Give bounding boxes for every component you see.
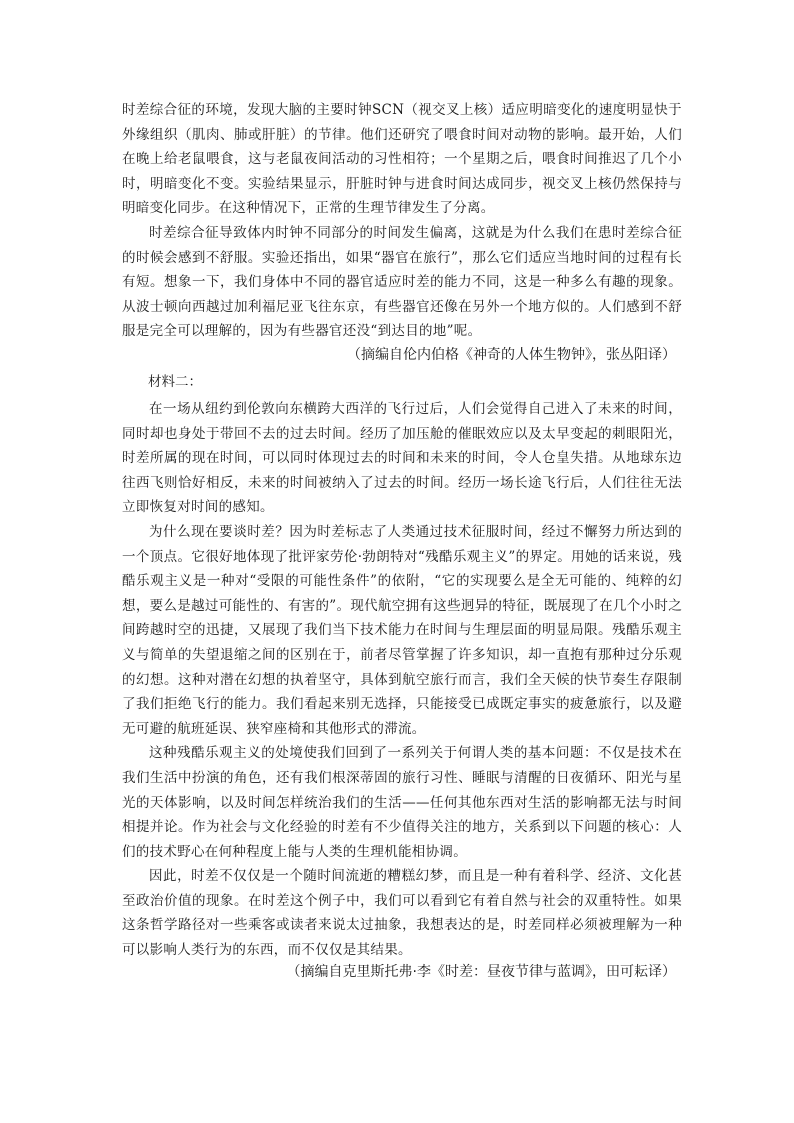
material1-paragraph-1: 时差综合征的环境，发现大脑的主要时钟SCN（视交叉上核）适应明暗变化的速度明显快于外缘组织（肌肉、肺或肝脏）的节律。他们还研究了喂食时间对动物的影响。最开始，人们在晚上给老鼠喂食，这与老鼠夜间活动的习性相符；一个星期之后，喂食时间推迟了几个小时，明暗变化不变。实验结果显示，肝脏时钟与进食时间达成同步，视交叉上核仍然保持与明暗变化同步。在这种情况下，正常的生理节律发生了分离。 [122,102,682,217]
material2-paragraph-4: 因此，时差不仅仅是一个随时间流逝的糟糕幻梦，而且是一种有着科学、经济、文化甚至政治价值的现象。在时差这个例子中，我们可以看到它有着自然与社会的双重特性。如果这条哲学路径对一些乘客或读者来说太过抽象，我想表达的是，时差同样必须被理解为一种可以影响人类行为的东西，而不仅仅是其结果。 [122,868,682,959]
material2-paragraph-1: 在一场从纽约到伦敦向东横跨大西洋的飞行过后，人们会觉得自己进入了未来的时间，同时却也身处于带回不去的过去时间。经历了加压舱的催眠效应以及太早变起的刺眼阳光，时差所属的现在时间，可以同时体现过去的时间和未来的时间，令人仓皇失措。从地球东边往西飞则恰好相反，未来的时间被纳入了过去的时间。经历一场长途飞行后，人们往往无法立即恢复对时间的感知。 [122,401,682,516]
material2-paragraph-3: 这种残酷乐观主义的处境使我们回到了一系列关于何谓人类的基本问题：不仅是技术在我们生活中扮演的角色，还有我们根深蒂固的旅行习性、睡眠与清醒的日夜循环、阳光与星光的天体影响，以及时间怎样统治我们的生活——任何其他东西对生活的影响都无法与时间相提并论。作为社会与文化经验的时差有不少值得关注的地方，关系到以下问题的核心：人们的技术野心在何种程度上能与人类的生理机能相协调。 [122,745,682,860]
material2-paragraph-2: 为什么现在要谈时差？因为时差标志了人类通过技术征服时间，经过不懈努力所达到的一个顶点。它很好地体现了批评家劳伦·勃朗特对“残酷乐观主义”的界定。用她的话来说，残酷乐观主义是一种对“受限的可能性条件”的依附，“它的实现要么是全无可能的、纯粹的幻想，要么是越过可能性的、有害的”。现代航空拥有这些迥异的特征，既展现了在几个小时之间跨越时空的迅捷，又展现了我们当下技术能力在时间与生理层面的明显局限。残酷乐观主义与简单的失望退缩之间的区别在于，前者尽管掌握了许多知识，却一直抱有那种过分乐观的幻想。这种对潜在幻想的执着坚守，具体到航空旅行而言，我们全天候的快节奏生存限制了我们拒绝飞行的能力。我们看起来别无选择，只能接受已成既定事实的疲惫旅行，以及避无可避的航班延误、狭窄座椅和其他形式的滞流。 [122,523,682,737]
material2-label: 材料二： [148,374,202,390]
material2-body [122,397,682,963]
material1-body [122,98,682,344]
material1-source-citation: （摘编自伦内伯格《神奇的人体生物钟》，张丛阳译） [347,347,676,363]
material1-paragraph-2: 时差综合征导致体内时钟不同部分的时间发生偏离，这就是为什么我们在患时差综合征的时候会感到不舒服。实验还指出，如果“器官在旅行”，那么它们适应当地时间的过程有长有短。想象一下，我们身体中不同的器官适应时差的能力不同，这是一种多么有趣的现象。从波士顿向西越过加利福尼亚飞往东京，有些器官还像在另外一个地方似的。人们感到不舒服是完全可以理解的，因为有些器官还没“到达目的地”呢。 [122,224,682,340]
material2-source-citation: （摘编自克里斯托弗·李《时差：昼夜节律与蓝调》，田可耘译） [286,964,676,980]
